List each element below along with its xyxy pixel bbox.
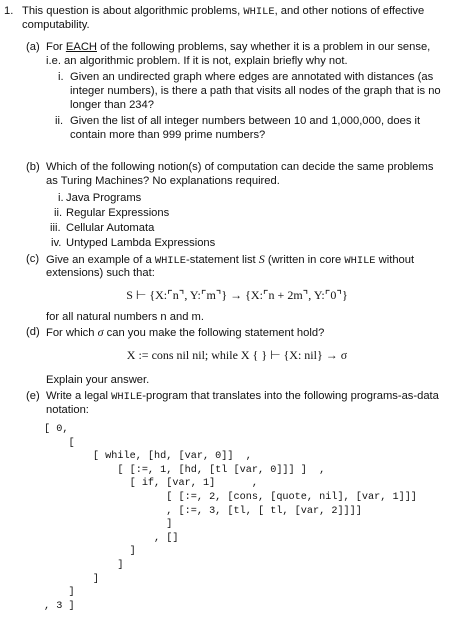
part-a-label: (a) xyxy=(26,41,40,53)
part-b-line-2: as Turing Machines? No explanations required. xyxy=(46,175,280,187)
item-a-i-line-1: Given an undirected graph where edges are annotated with distances (as xyxy=(70,71,434,83)
part-e-text-b: -program that translates into the following programs-as-data xyxy=(142,390,439,402)
part-a-each-underlined: EACH xyxy=(65,41,97,53)
part-d-after: Explain your answer. xyxy=(46,374,150,386)
item-b-ii-num: ii. xyxy=(54,207,63,219)
part-e-line-2: notation: xyxy=(46,404,89,416)
part-c-text-d: without xyxy=(378,254,415,266)
code-line: [ [:=, 2, [cons, [quote, nil], [var, 1]]] xyxy=(44,491,417,503)
part-e-label: (e) xyxy=(26,390,40,402)
while-keyword: WHILE xyxy=(243,6,275,18)
code-line: ] xyxy=(44,519,173,531)
part-c-formula: S ⊢ {X:⌜n⌝, Y:⌜m⌝} → {X:⌜n + 2m⌝, Y:⌜0⌝} xyxy=(126,288,348,302)
code-line: [ if, [var, 1] , xyxy=(44,478,258,490)
code-line: ] xyxy=(44,587,75,599)
part-d-text-b: can you make the following statement hold? xyxy=(106,327,325,339)
while-keyword: WHILE xyxy=(154,255,187,267)
part-d-formula: X := cons nil nil; while X { } ⊢ {X: nil} → σ xyxy=(126,348,348,362)
code-line: ] xyxy=(44,573,100,585)
part-c-line-2: extensions) such that: xyxy=(46,267,155,279)
part-d-label: (d) xyxy=(26,326,40,338)
part-b-line-1: Which of the following notion(s) of computation can decide the same problems xyxy=(46,161,434,173)
item-a-ii-line-2: contain more than 999 prime numbers? xyxy=(70,129,266,141)
code-line: , 3 ] xyxy=(44,600,75,612)
part-a-for: For xyxy=(46,41,63,53)
part-a-rest: of the following problems, say whether it is a problem in our sense, xyxy=(100,41,431,53)
item-a-i-line-3: longer than 234? xyxy=(70,99,154,111)
while-keyword: WHILE xyxy=(111,391,143,403)
item-a-i-num: i. xyxy=(58,71,64,83)
part-e-text-a: Write a legal xyxy=(46,390,108,402)
part-c-text-b: -statement list xyxy=(186,254,256,266)
item-b-ii-text: Regular Expressions xyxy=(66,207,170,219)
item-b-iv-text: Untyped Lambda Expressions xyxy=(66,237,216,249)
item-a-ii-line-1: Given the list of all integer numbers between 10 and 1,000,000, does it xyxy=(70,115,421,127)
intro-text-b: , and other notions of effective xyxy=(274,5,425,17)
part-c-text-c: (written in core xyxy=(267,254,342,266)
question-number: 1. xyxy=(4,5,14,17)
item-b-iv-num: iv. xyxy=(51,237,62,249)
part-c-text-a: Give an example of a xyxy=(46,254,152,266)
code-line: , [:=, 3, [tl, [ tl, [var, 2]]]] xyxy=(44,505,362,517)
question-intro-line-2: computability. xyxy=(22,19,90,31)
programs-as-data-code xyxy=(44,423,417,613)
item-b-i-text: Java Programs xyxy=(66,192,142,204)
item-a-ii-num: ii. xyxy=(55,115,64,127)
part-c-after: for all natural numbers n and m. xyxy=(46,311,204,323)
part-b-label: (b) xyxy=(26,161,40,173)
while-keyword: WHILE xyxy=(344,255,376,267)
part-a-line-2: i.e. an algorithmic problem. If it is not, explain briefly why not. xyxy=(46,55,348,67)
code-line: , [] xyxy=(44,532,179,544)
intro-text-a: This question is about algorithmic problems, xyxy=(22,5,241,17)
code-line: [ xyxy=(44,437,75,449)
code-line: [ [:=, 1, [hd, [tl [var, 0]]] ] , xyxy=(44,464,326,476)
code-line: ] xyxy=(44,559,124,571)
item-a-i-line-2: integer numbers), is there a path that visits all nodes of the graph that is no xyxy=(70,85,441,97)
part-e-line-1 xyxy=(46,389,439,404)
sigma-symbol: σ xyxy=(97,325,104,339)
part-c-label: (c) xyxy=(26,253,40,265)
item-b-iii-num: iii. xyxy=(50,222,61,234)
question-intro-line-1 xyxy=(22,4,424,19)
part-c-s-symbol: S xyxy=(258,252,265,266)
code-line: [ while, [hd, [var, 0]] , xyxy=(44,451,252,463)
code-line: [ 0, xyxy=(44,424,69,435)
part-a-line-1 xyxy=(46,40,430,54)
item-b-iii-text: Cellular Automata xyxy=(66,222,155,234)
part-d-text-a: For which xyxy=(46,327,95,339)
part-d-line-1 xyxy=(46,325,324,340)
code-line: ] xyxy=(44,546,136,558)
item-b-i-num: i. xyxy=(58,192,64,204)
